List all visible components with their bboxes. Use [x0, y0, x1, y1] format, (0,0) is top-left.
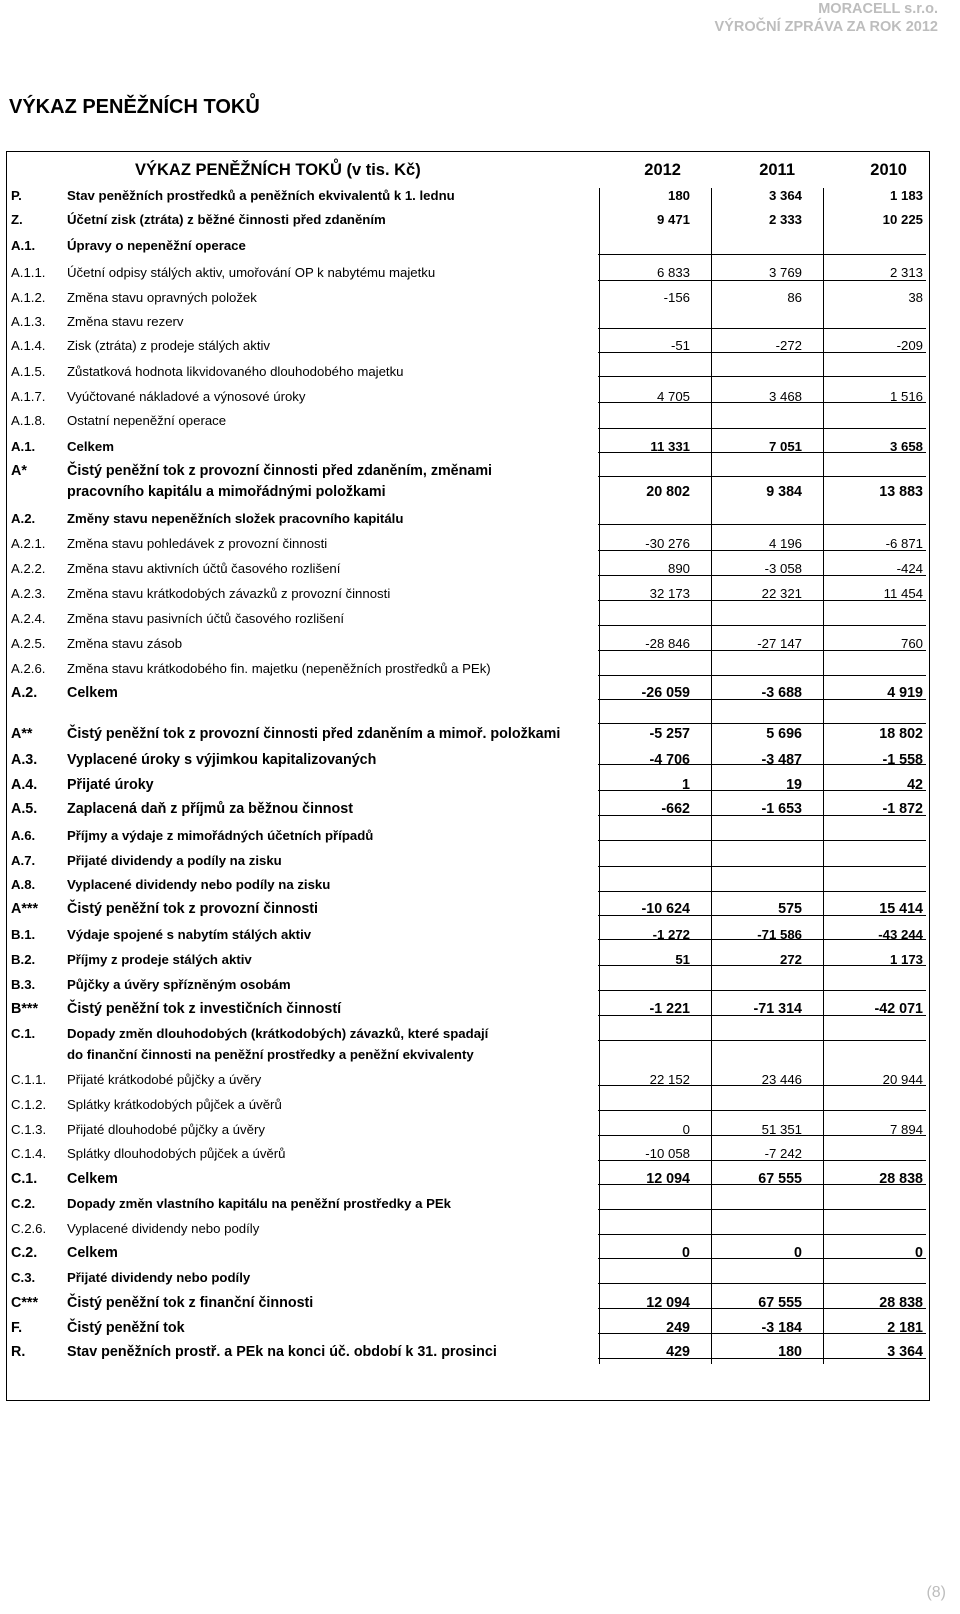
row-label: Splátky dlouhodobých půjček a úvěrů: [67, 1146, 286, 1161]
row-rule: [598, 452, 926, 453]
table-row: [7, 188, 928, 210]
row-code: A.6.: [11, 828, 36, 843]
row-value-2010: -6 871: [885, 536, 923, 551]
table-row: [7, 1196, 928, 1218]
row-code: A.1.2.: [11, 290, 46, 305]
row-code: C.1.1.: [11, 1072, 47, 1087]
row-code: A.2.5.: [11, 636, 46, 651]
row-label: Čistý peněžní tok z finanční činnosti: [67, 1295, 314, 1311]
table-row: [7, 901, 928, 923]
row-value-2010: 3 364: [887, 1344, 923, 1360]
row-label: Příjmy z prodeje stálých aktiv: [67, 952, 252, 967]
row-value-2012: -10 058: [645, 1146, 690, 1161]
table-row: [7, 661, 928, 683]
row-label: Přijaté krátkodobé půjčky a úvěry: [67, 1072, 262, 1087]
row-label: Účetní odpisy stálých aktiv, umořování OP k nabytému majetku: [67, 265, 436, 280]
row-value-2010: -424: [896, 561, 923, 576]
row-rule: [598, 939, 926, 940]
row-code: A*: [11, 463, 27, 479]
row-value-2011: 3 468: [768, 389, 802, 404]
row-value-2011: 2 333: [768, 212, 802, 227]
row-rule: [598, 1135, 926, 1136]
row-label: Dopady změn dlouhodobých (krátkodobých) závazků, které spadají: [67, 1026, 489, 1041]
table-row: [7, 1295, 928, 1317]
row-value-2010: -43 244: [878, 927, 923, 942]
row-label: Stav peněžních prostř. a PEk na konci úč. období k 31. prosinci: [67, 1344, 497, 1360]
row-value-2012: 1: [682, 777, 690, 793]
table-row: [7, 561, 928, 583]
row-value-2010: -209: [896, 338, 923, 353]
row-code: A.1.4.: [11, 338, 46, 353]
row-label: Ostatní nepeněžní operace: [67, 413, 227, 428]
row-value-2011: 575: [778, 901, 802, 917]
row-code: A.1.5.: [11, 364, 46, 379]
row-rule: [598, 476, 926, 477]
row-label: Celkem: [67, 685, 118, 701]
report-name: VÝROČNÍ ZPRÁVA ZA ROK 2012: [714, 19, 938, 35]
row-rule: [598, 675, 926, 676]
row-code: A.2.2.: [11, 561, 46, 576]
row-value-2011: 3 769: [768, 265, 802, 280]
row-value-2011: 272: [779, 952, 802, 967]
row-value-2010: 2 181: [887, 1320, 923, 1336]
row-rule: [598, 1209, 926, 1210]
row-value-2010: 4 919: [887, 685, 923, 701]
row-label: Celkem: [67, 1171, 118, 1187]
row-rule: [598, 723, 926, 724]
row-rule: [598, 699, 926, 700]
row-label: Zůstatková hodnota likvidovaného dlouhodobého majetku: [67, 364, 404, 379]
row-value-2010: 760: [900, 636, 923, 651]
row-label: Změna stavu aktivních účtů časového rozlišení: [67, 561, 341, 576]
row-value-2010: -1 872: [882, 801, 923, 817]
row-value-2012: 32 173: [649, 586, 690, 601]
table-row: [7, 1245, 928, 1267]
table-row: [7, 413, 928, 435]
table-row: [7, 611, 928, 633]
row-label: Účetní zisk (ztráta) z běžné činnosti před zdaněním: [67, 212, 386, 227]
row-value-2011: 7 051: [768, 439, 802, 454]
row-label: Přijaté úroky: [67, 777, 154, 793]
row-label: Přijaté dlouhodobé půjčky a úvěry: [67, 1122, 265, 1137]
report-header: [715, 0, 938, 36]
row-code: B.2.: [11, 952, 36, 967]
table-row: [7, 290, 928, 312]
row-rule: [598, 254, 926, 255]
row-rule: [598, 1333, 926, 1334]
row-value-2011: -71 586: [757, 927, 802, 942]
table-row: [7, 439, 928, 461]
row-label: Změna stavu krátkodobého fin. majetku (nepeněžních prostředků a PEk): [67, 661, 491, 676]
row-rule: [598, 600, 926, 601]
row-code: A.2.: [11, 511, 36, 526]
row-code: C.1.: [11, 1171, 38, 1187]
table-row: [7, 726, 928, 748]
row-value-2012: 12 094: [646, 1295, 690, 1311]
row-value-2012: 429: [666, 1344, 690, 1360]
column-divider: [599, 188, 600, 1364]
row-rule: [598, 524, 926, 525]
row-label: Změna stavu pasivních účtů časového rozlišení: [67, 611, 345, 626]
row-value-2011: 0: [794, 1245, 802, 1261]
row-code: P.: [11, 188, 22, 203]
row-value-2010: 18 802: [879, 726, 923, 742]
row-value-2010: 1 516: [889, 389, 923, 404]
row-label: Čistý peněžní tok z provozní činnosti před zdaněním a mimoř. položkami: [67, 726, 561, 742]
table-row: [7, 1171, 928, 1193]
table-row: [7, 314, 928, 336]
row-code: Z.: [11, 212, 23, 227]
row-value-2010: 3 658: [889, 439, 923, 454]
row-code: B***: [11, 1001, 39, 1017]
row-rule: [598, 328, 926, 329]
row-code: C.1.: [11, 1026, 36, 1041]
row-code: B.3.: [11, 977, 36, 992]
row-value-2012: -5 257: [649, 726, 690, 742]
row-value-2011: -3 487: [761, 752, 802, 768]
row-code: A.1.: [11, 238, 36, 253]
table-row: [7, 1047, 928, 1069]
row-code: A.8.: [11, 877, 36, 892]
row-value-2012: 51: [675, 952, 690, 967]
row-label: Příjmy a výdaje z mimořádných účetních případů: [67, 828, 374, 843]
row-value-2010: 20 944: [882, 1072, 923, 1087]
row-code: A.1.1.: [11, 265, 46, 280]
row-code: A.7.: [11, 853, 36, 868]
row-value-2011: 19: [786, 777, 802, 793]
row-label: Úpravy o nepeněžní operace: [67, 238, 246, 253]
table-row: [7, 1026, 928, 1048]
row-label: Změna stavu krátkodobých závazků z provozní činnosti: [67, 586, 391, 601]
row-label: Splátky krátkodobých půjček a úvěrů: [67, 1097, 282, 1112]
row-rule: [598, 1358, 926, 1359]
row-value-2012: -28 846: [645, 636, 690, 651]
table-row: [7, 238, 928, 260]
row-value-2010: 42: [907, 777, 923, 793]
year-column-3: 2010: [870, 161, 907, 179]
row-value-2012: -1 272: [652, 927, 690, 942]
row-value-2012: 20 802: [646, 484, 690, 500]
row-value-2012: -30 276: [645, 536, 690, 551]
row-rule: [598, 428, 926, 429]
row-value-2012: 0: [682, 1245, 690, 1261]
row-label: Přijaté dividendy a podíly na zisku: [67, 853, 282, 868]
row-rule: [598, 402, 926, 403]
row-value-2011: -272: [775, 338, 802, 353]
row-label: Čistý peněžní tok z investičních činností: [67, 1001, 342, 1017]
row-rule: [598, 1308, 926, 1309]
row-value-2010: 0: [915, 1245, 923, 1261]
row-code: C.2.6.: [11, 1221, 47, 1236]
row-rule: [598, 1040, 926, 1041]
row-code: A.2.: [11, 685, 38, 701]
row-code: A.2.1.: [11, 536, 46, 551]
row-value-2011: 180: [778, 1344, 802, 1360]
row-rule: [598, 840, 926, 841]
table-row: [7, 977, 928, 999]
row-rule: [598, 764, 926, 765]
row-value-2010: 28 838: [879, 1171, 923, 1187]
table-row: [7, 511, 928, 533]
row-label: Změna stavu pohledávek z provozní činnosti: [67, 536, 328, 551]
row-label: Čistý peněžní tok: [67, 1320, 185, 1336]
row-code: A.4.: [11, 777, 38, 793]
row-label: Zaplacená daň z příjmů za běžnou činnost: [67, 801, 353, 817]
row-code: A**: [11, 726, 33, 742]
row-value-2012: -51: [670, 338, 690, 353]
row-rule: [598, 280, 926, 281]
row-value-2010: 11 454: [883, 586, 923, 601]
row-label: Celkem: [67, 439, 114, 454]
row-value-2011: 5 696: [766, 726, 802, 742]
row-code: A***: [11, 901, 39, 917]
row-value-2012: 4 705: [656, 389, 690, 404]
row-code: C***: [11, 1295, 39, 1311]
row-value-2011: -3 058: [764, 561, 802, 576]
table-row: [7, 828, 928, 850]
row-label: Vyplacené dividendy nebo podíly na zisku: [67, 877, 331, 892]
row-rule: [598, 625, 926, 626]
row-value-2010: 15 414: [879, 901, 923, 917]
column-divider: [711, 188, 712, 1364]
row-rule: [598, 1184, 926, 1185]
row-code: R.: [11, 1344, 26, 1360]
row-value-2011: -7 242: [764, 1146, 802, 1161]
table-row: [7, 1221, 928, 1243]
year-column-2: 2011: [759, 161, 795, 179]
table-row: [7, 1146, 928, 1168]
row-value-2012: 9 471: [656, 212, 690, 227]
row-value-2012: -156: [663, 290, 690, 305]
row-label: Stav peněžních prostředků a peněžních ekvivalentů k 1. lednu: [67, 188, 455, 203]
row-value-2010: 10 225: [882, 212, 923, 227]
row-code: A.2.4.: [11, 611, 46, 626]
row-code: C.2.: [11, 1196, 36, 1211]
table-row: [7, 952, 928, 974]
row-value-2011: 67 555: [758, 1171, 802, 1187]
row-rule: [598, 815, 926, 816]
table-row: [7, 338, 928, 360]
row-rule: [598, 790, 926, 791]
table-row: [7, 265, 928, 287]
row-value-2010: 7 894: [889, 1122, 923, 1137]
row-label: Změny stavu nepeněžních složek pracovního kapitálu: [67, 511, 404, 526]
row-rule: [598, 1283, 926, 1284]
row-code: C.1.2.: [11, 1097, 47, 1112]
table-row: [7, 536, 928, 558]
row-rule: [598, 891, 926, 892]
row-value-2011: 51 351: [761, 1122, 802, 1137]
row-value-2011: 22 321: [761, 586, 802, 601]
row-rule: [598, 376, 926, 377]
table-row: [7, 364, 928, 386]
row-rule: [598, 1110, 926, 1111]
row-value-2010: 13 883: [879, 484, 923, 500]
row-rule: [598, 1258, 926, 1259]
table-heading: VÝKAZ PENĚŽNÍCH TOKŮ (v tis. Kč): [135, 161, 421, 179]
row-rule: [598, 1085, 926, 1086]
table-row: [7, 389, 928, 411]
row-rule: [598, 352, 926, 353]
row-label: Vyplacené úroky s výjimkou kapitalizovaných: [67, 752, 377, 768]
row-value-2010: -1 558: [882, 752, 923, 768]
row-value-2012: -4 706: [649, 752, 690, 768]
row-code: C.1.4.: [11, 1146, 47, 1161]
row-value-2010: 28 838: [879, 1295, 923, 1311]
table-row: [7, 752, 928, 774]
row-value-2011: 4 196: [768, 536, 802, 551]
row-code: C.2.: [11, 1245, 38, 1261]
table-row: [7, 1097, 928, 1119]
row-code: A.2.3.: [11, 586, 46, 601]
company-name: MORACELL s.r.o.: [818, 1, 938, 17]
table-row: [7, 685, 928, 707]
row-value-2011: -3 688: [761, 685, 802, 701]
row-value-2012: 6 833: [656, 265, 690, 280]
table-row: [7, 1122, 928, 1144]
row-value-2011: 67 555: [758, 1295, 802, 1311]
table-row: [7, 1320, 928, 1342]
row-value-2010: 1 173: [889, 952, 923, 967]
row-code: A.3.: [11, 752, 38, 768]
row-value-2011: 3 364: [768, 188, 802, 203]
table-row: [7, 853, 928, 875]
table-row: [7, 777, 928, 799]
row-label: Zisk (ztráta) z prodeje stálých aktiv: [67, 338, 271, 353]
table-row: [7, 877, 928, 899]
row-rule: [598, 575, 926, 576]
row-rule: [598, 915, 926, 916]
row-value-2012: -10 624: [641, 901, 690, 917]
row-value-2012: 249: [666, 1320, 690, 1336]
column-divider: [823, 188, 824, 1364]
row-value-2010: -42 071: [874, 1001, 923, 1017]
row-rule: [598, 965, 926, 966]
row-label: Výdaje spojené s nabytím stálých aktiv: [67, 927, 312, 942]
row-label: Celkem: [67, 1245, 118, 1261]
row-value-2010: 2 313: [889, 265, 923, 280]
row-value-2011: 86: [787, 290, 802, 305]
table-row: [7, 801, 928, 823]
row-value-2012: 180: [667, 188, 690, 203]
row-value-2011: -3 184: [761, 1320, 802, 1336]
table-body: [7, 190, 929, 1400]
row-value-2011: 9 384: [766, 484, 802, 500]
row-label: pracovního kapitálu a mimořádnými položkami: [67, 484, 386, 500]
table-row: [7, 463, 928, 485]
row-label: Změna stavu opravných položek: [67, 290, 257, 305]
row-value-2012: -1 221: [649, 1001, 690, 1017]
row-label: Změna stavu zásob: [67, 636, 183, 651]
row-value-2011: -71 314: [753, 1001, 802, 1017]
table-row: [7, 636, 928, 658]
row-code: A.5.: [11, 801, 38, 817]
year-column-1: 2012: [644, 161, 681, 179]
row-code: A.1.: [11, 439, 36, 454]
row-value-2012: 890: [667, 561, 690, 576]
row-value-2012: 11 331: [650, 439, 690, 454]
row-value-2011: 23 446: [761, 1072, 802, 1087]
row-value-2012: 22 152: [649, 1072, 690, 1087]
row-label: Vyplacené dividendy nebo podíly: [67, 1221, 260, 1236]
row-code: A.1.3.: [11, 314, 46, 329]
row-rule: [598, 990, 926, 991]
row-code: A.1.7.: [11, 389, 46, 404]
row-rule: [598, 1015, 926, 1016]
table-row: [7, 1270, 928, 1292]
row-rule: [598, 1234, 926, 1235]
table-row: [7, 212, 928, 234]
row-rule: [598, 650, 926, 651]
row-value-2012: -662: [661, 801, 690, 817]
row-value-2011: -27 147: [757, 636, 802, 651]
row-value-2012: 12 094: [646, 1171, 690, 1187]
table-row: [7, 1072, 928, 1094]
row-label: do finanční činnosti na peněžní prostředky a peněžní ekvivalenty: [67, 1047, 474, 1062]
table-row: [7, 1001, 928, 1023]
table-header: [7, 152, 929, 190]
row-code: A.2.6.: [11, 661, 46, 676]
row-label: Změna stavu rezerv: [67, 314, 184, 329]
row-code: A.1.8.: [11, 413, 46, 428]
row-value-2010: 1 183: [889, 188, 923, 203]
table-row: [7, 927, 928, 949]
row-value-2012: -26 059: [641, 685, 690, 701]
table-row: [7, 586, 928, 608]
page-number: (8): [926, 1584, 946, 1601]
row-code: B.1.: [11, 927, 36, 942]
cash-flow-table: [6, 151, 930, 1401]
row-code: C.3.: [11, 1270, 36, 1285]
row-value-2010: 38: [908, 290, 923, 305]
table-row: [7, 484, 928, 506]
row-label: Přijaté dividendy nebo podíly: [67, 1270, 251, 1285]
row-label: Dopady změn vlastního kapitálu na peněžní prostředky a PEk: [67, 1196, 452, 1211]
row-label: Vyúčtované nákladové a výnosové úroky: [67, 389, 306, 404]
row-rule: [598, 866, 926, 867]
row-rule: [598, 550, 926, 551]
row-value-2012: 0: [682, 1122, 690, 1137]
table-row: [7, 1344, 928, 1366]
row-rule: [598, 1160, 926, 1161]
row-code: F.: [11, 1320, 23, 1336]
page-title: VÝKAZ PENĚŽNÍCH TOKŮ: [9, 96, 260, 118]
row-label: Čistý peněžní tok z provozní činnosti před zdaněním, změnami: [67, 463, 492, 479]
row-value-2011: -1 653: [761, 801, 802, 817]
row-code: C.1.3.: [11, 1122, 47, 1137]
row-label: Čistý peněžní tok z provozní činnosti: [67, 901, 319, 917]
row-label: Půjčky a úvěry spřízněným osobám: [67, 977, 291, 992]
